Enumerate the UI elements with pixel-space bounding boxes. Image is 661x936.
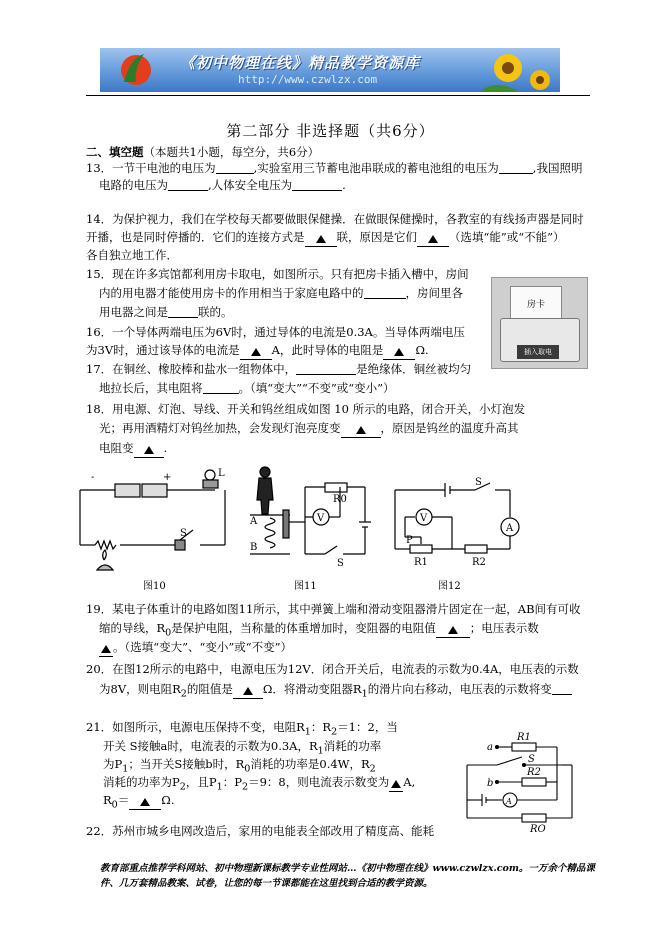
q21-text-k: ：P xyxy=(222,775,242,789)
q13-line1 xyxy=(86,161,582,175)
q17-line2 xyxy=(99,381,395,395)
banner-url[interactable]: http://www.czwlzx.com xyxy=(238,73,378,86)
q18-line2 xyxy=(99,421,519,438)
q15-line2 xyxy=(99,286,463,300)
q20-blank-1[interactable] xyxy=(233,684,263,699)
q14-line1: 14．为保护视力，我们在学校每天都要做眼保健操．在做眼保健操时，各教室的有线扬声器是同时 xyxy=(86,212,584,226)
q21-text-j: ，且P xyxy=(185,775,217,789)
q21-text-o: ＝ xyxy=(117,793,130,807)
q21-fig-R0-label: RO xyxy=(530,824,546,835)
q15-text-c: 用电器之间是 xyxy=(99,305,168,319)
room-card-label: 房卡 xyxy=(526,300,545,310)
fig10-switch-label: S xyxy=(180,528,187,539)
q16-line2 xyxy=(86,343,429,360)
q17-text-a: 17．在铜丝、橡胶棒和盐水一组物体中， xyxy=(86,362,297,376)
q21-fig-R1-label: R1 xyxy=(517,732,531,743)
q19-blank-1[interactable] xyxy=(436,623,470,638)
q16-line1: 16．一个导体两端电压为6V时，通过导体的电流是0.3A。当导体两端电压 xyxy=(86,325,465,339)
q15-line1: 15．现在许多宾馆都利用房卡取电，如图所示。只有把房卡插入槽中，房间 xyxy=(86,267,469,281)
q19-text-d: 。（选填“变大”、“变小”或“不变”） xyxy=(113,640,293,654)
q21-line3 xyxy=(103,757,376,776)
q13-text-a: 13．一节干电池的电压为 xyxy=(86,161,216,175)
q14-blank-1[interactable] xyxy=(305,232,337,247)
fig11-R0-label: R0 xyxy=(333,494,347,505)
fig12-ammeter-label: A xyxy=(506,523,514,534)
page-footer xyxy=(100,861,600,891)
q15-blank-2[interactable] xyxy=(168,317,198,318)
q21-sub-c: 1 xyxy=(317,745,324,757)
answer-triangle-icon xyxy=(356,426,366,434)
q21-text-b: ：R xyxy=(310,720,332,734)
header-rule xyxy=(86,95,590,96)
q18-text-d: . xyxy=(163,441,168,455)
q21-text-p: Ω. xyxy=(161,793,175,807)
q19-text-a: 缩的导线，R xyxy=(99,621,166,635)
answer-triangle-icon xyxy=(448,626,458,634)
q17-text-c: 地拉长后，其电阻将 xyxy=(99,381,203,395)
q21-fig-R2-label: R2 xyxy=(527,767,541,778)
q17-text-b: 是绝缘体．铜丝被均匀 xyxy=(356,362,472,376)
q21-text-i: 消耗的功率为P xyxy=(103,775,180,789)
q21-sub-h: 1 xyxy=(216,781,223,793)
q14-blank-2[interactable] xyxy=(417,232,449,247)
q15-text-a: 内的用电器才能使用房卡的作用相当于家庭电路中的 xyxy=(99,286,364,300)
q21-fig-S-label: S xyxy=(528,754,535,765)
fig12-switch-label: S xyxy=(475,477,482,488)
q21-text-g: ；当开关S接触b时，R xyxy=(128,757,245,771)
q13-text-e: ,人体安全电压为 xyxy=(208,178,293,192)
footer-line-1: 教育部重点推荐学科网站、初中物理新课标教学专业性网站…《初中物理在线》www.czwlzx.com。一万余个精品课 xyxy=(100,863,595,874)
page-heading: 第二部分 非选择题（共6分） xyxy=(226,122,435,140)
q20-text-c: Ω．将滑动变阻器R xyxy=(262,682,362,696)
q20-line2 xyxy=(99,682,572,701)
fig10-lamp-label: L xyxy=(218,468,225,479)
q21-text-m: A, xyxy=(403,775,416,789)
fig12-voltmeter-label: V xyxy=(420,513,428,524)
q20-blank-2[interactable] xyxy=(552,694,572,695)
footer-line-2: 件、几万套精品教案、试卷，让您的每一节课都能在这里找到合适的教学资源。 xyxy=(100,878,433,889)
q18-line3 xyxy=(99,441,167,458)
q16-text-c: Ω. xyxy=(415,343,429,357)
q19-sub: 0 xyxy=(165,627,172,639)
fig11-A-label: A xyxy=(250,516,258,527)
q15-line3 xyxy=(99,305,233,319)
q21-sub-g: 2 xyxy=(179,781,186,793)
q13-text-f: . xyxy=(342,178,346,192)
answer-triangle-icon xyxy=(243,687,253,695)
q21-fig-a-label: a xyxy=(487,742,493,753)
q13-blank-3[interactable] xyxy=(168,190,208,191)
figure-10-circuit xyxy=(75,460,235,575)
q19-text-b: 是保护电阻，当称量的体重增加时，变阻器的电阻值 xyxy=(171,621,436,635)
q15-text-b: ，房间里各 xyxy=(405,286,463,300)
q15-blank-1[interactable] xyxy=(364,298,406,299)
fig10-plus-label: + xyxy=(163,472,172,483)
q20-sub2: 1 xyxy=(361,688,368,700)
q21-text-c: ＝1：2，当 xyxy=(337,720,398,734)
q16-text-a: 为3V时，通过该导体的电流是 xyxy=(86,343,240,357)
q21-sub-a: 1 xyxy=(304,726,311,738)
q14-line2 xyxy=(86,230,565,247)
q22-line1: 22．苏州市城乡电网改造后，家用的电能表全部改用了精度高、能耗 xyxy=(86,824,435,838)
q15-text-d: 联的。 xyxy=(198,305,233,319)
q21-circuit-figure xyxy=(462,730,582,835)
q21-sub-i: 2 xyxy=(241,781,249,793)
fig12-R1-label: R1 xyxy=(414,557,428,568)
section-desc: （本题共1小题，每空分，共6分） xyxy=(143,145,320,159)
q21-blank-2[interactable] xyxy=(129,795,161,810)
q19-line3 xyxy=(99,640,292,657)
q21-text-n: R xyxy=(103,793,112,807)
q18-line1: 18．用电源、灯泡、导线、开关和钨丝组成如图 10 所示的电路，闭合开关，小灯泡发 xyxy=(86,402,526,416)
q14-text-c: （选填“能”或“不能”） xyxy=(449,230,565,244)
q21-line1 xyxy=(86,720,398,739)
answer-triangle-icon xyxy=(391,780,401,788)
q21-text-l: ＝9：8，则电流表示数变为 xyxy=(248,775,390,789)
q21-line2 xyxy=(103,739,381,758)
q21-text-e: 消耗的功率 xyxy=(323,739,382,753)
q21-sub-f: 2 xyxy=(369,763,376,775)
q21-text-h: 消耗的功率是0.4W，R xyxy=(250,757,370,771)
q21-sub-j: 0 xyxy=(111,799,118,811)
q20-line1: 20．在图12所示的电路中，电源电压为12V．闭合开关后，电流表的示数为0.4A，电压表的示数 xyxy=(86,662,579,676)
q13-blank-1[interactable] xyxy=(216,173,254,174)
q14-text-a: 开播，也是同时停播的．它们的连接方式是 xyxy=(86,230,305,244)
q13-line2 xyxy=(99,178,346,192)
q18-text-a: 光；再用酒精灯对钨丝加热，会发现灯泡亮度变 xyxy=(99,421,341,435)
q21-line5 xyxy=(103,793,174,812)
fig10-minus-label: - xyxy=(91,472,95,483)
fig11-switch-label: S xyxy=(337,558,344,569)
q16-blank-2[interactable] xyxy=(383,345,415,360)
q18-text-b: ，原因是钨丝的温度升高其 xyxy=(380,421,519,435)
q20-sub: 2 xyxy=(180,688,187,700)
q18-blank-2[interactable] xyxy=(134,443,164,458)
figure-11-circuit xyxy=(245,462,375,574)
q16-blank-1[interactable] xyxy=(240,345,272,360)
q17-line1 xyxy=(86,362,471,376)
q14-line3: 各自独立地工作． xyxy=(86,248,178,262)
figure-12-circuit xyxy=(390,475,525,570)
q17-text-d: 。（填“变大”“不变”或“变小”） xyxy=(238,381,395,395)
fig12-R2-label: R2 xyxy=(472,557,486,568)
q13-blank-4[interactable] xyxy=(292,190,342,191)
q20-text-d: 的滑片向右移动，电压表的示数将变 xyxy=(367,682,552,696)
banner-title: 《初中物理在线》精品教学资源库 xyxy=(180,54,421,72)
q18-text-c: 电阻变 xyxy=(99,441,134,455)
q17-blank-1[interactable] xyxy=(296,374,356,375)
q13-text-d: 电路的电压为 xyxy=(99,178,168,192)
answer-triangle-icon xyxy=(394,348,404,356)
figure-12-caption: 图12 xyxy=(438,581,461,592)
q13-blank-2[interactable] xyxy=(499,173,533,174)
q21-blank-1[interactable] xyxy=(389,777,403,792)
section-title xyxy=(86,145,319,159)
answer-triangle-icon xyxy=(428,235,438,243)
answer-triangle-icon xyxy=(251,348,261,356)
q21-sub-e: 0 xyxy=(244,763,251,775)
q19-line2 xyxy=(99,621,539,640)
figure-11-caption: 图11 xyxy=(294,581,317,592)
q19-text-c: ；电压表示数 xyxy=(469,621,539,635)
fig12-slider-label: P xyxy=(406,535,413,546)
answer-triangle-icon xyxy=(140,798,150,806)
q20-text-a: 为8V，则电阻R xyxy=(99,682,181,696)
q21-text-d: 开关 S接触a时，电流表的示数为0.3A，R xyxy=(103,739,318,753)
q20-text-b: 的阻值是 xyxy=(186,682,233,696)
q18-blank-1[interactable] xyxy=(341,423,381,438)
q21-text-a: 21．如图所示，电源电压保持不变，电阻R xyxy=(86,720,305,734)
q13-text-b: ,实验室用三节蓄电池串联成的蓄电池组的电压为 xyxy=(253,161,499,175)
figure-10-caption: 图10 xyxy=(143,581,166,592)
card-slot-label: 插入取电 xyxy=(517,345,559,359)
q14-text-b: 联，原因是它们 xyxy=(336,230,417,244)
q21-line4 xyxy=(103,775,415,794)
answer-triangle-icon xyxy=(144,446,154,454)
q21-fig-ammeter-label: A xyxy=(506,797,512,806)
section-label: 二、填空题 xyxy=(86,145,144,159)
header-banner xyxy=(100,48,560,92)
answer-triangle-icon xyxy=(316,235,326,243)
q19-blank-2[interactable] xyxy=(99,642,113,657)
q17-blank-2[interactable] xyxy=(203,393,239,394)
q21-fig-b-label: b xyxy=(487,778,494,789)
q21-sub-b: 2 xyxy=(331,726,338,738)
fig11-B-label: B xyxy=(250,542,258,553)
fig11-voltmeter-label: V xyxy=(317,513,325,524)
answer-triangle-icon xyxy=(101,645,111,653)
q13-text-c: ,我国照明 xyxy=(532,161,583,175)
q21-sub-d: 1 xyxy=(122,763,129,775)
q19-line1: 19．某电子体重计的电路如图11所示，其中弹簧上端和滑动变阻器滑片固定在一起，AB间有可收 xyxy=(86,602,581,616)
q16-text-b: A，此时导体的电阻是 xyxy=(271,343,384,357)
room-card-photo xyxy=(491,277,588,369)
q21-text-f: 为P xyxy=(103,757,123,771)
